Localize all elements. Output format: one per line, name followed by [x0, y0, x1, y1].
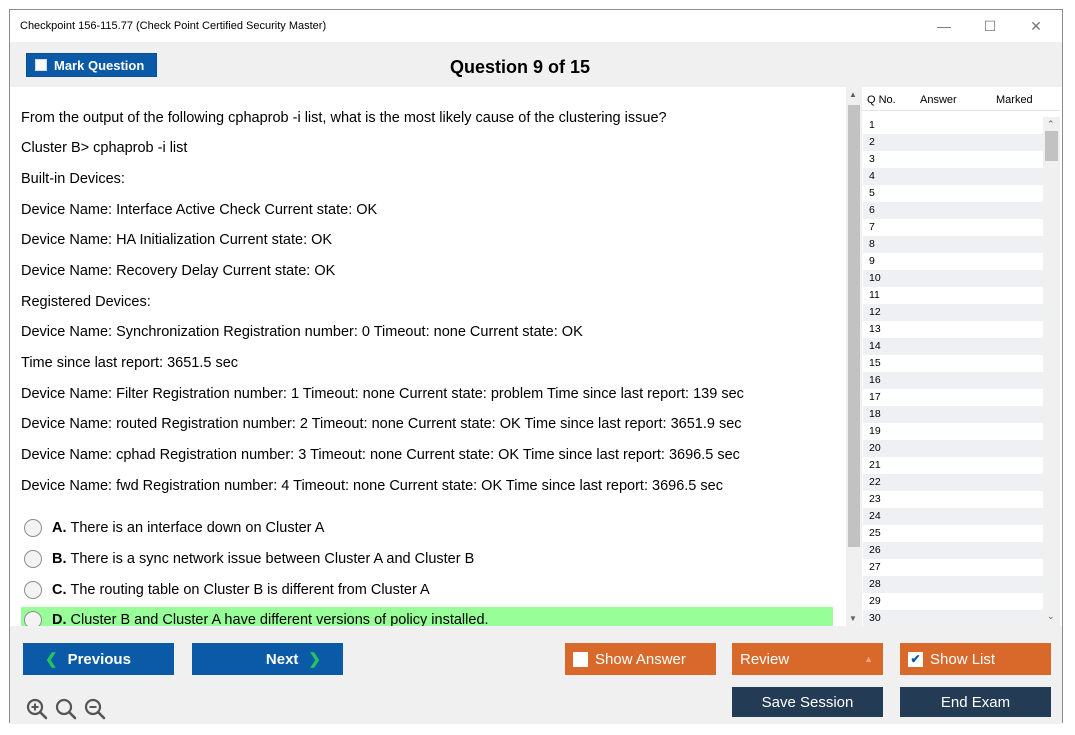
footer-toolbar [10, 626, 1062, 724]
question-line: Device Name: cphad Registration number: 3 Timeout: none Current state: OK Time since last report: 3696.5 sec [21, 447, 740, 463]
question-line: Cluster B> cphaprob -i list [21, 140, 188, 156]
question-list-row[interactable]: 22 [863, 474, 1043, 491]
save-session-button[interactable] [732, 687, 883, 717]
answer-text: Cluster B and Cluster A have different versions of policy installed. [70, 612, 489, 626]
previous-button[interactable] [23, 643, 174, 675]
answer-text: There is an interface down on Cluster A [70, 520, 325, 536]
question-list-header [862, 87, 1060, 111]
answer-text: The routing table on Cluster B is different from Cluster A [70, 582, 430, 598]
question-line: Time since last report: 3651.5 sec [21, 355, 239, 371]
question-list-rows [863, 117, 1043, 627]
zoom-in-icon[interactable] [26, 698, 48, 720]
question-list-row[interactable]: 2 [863, 134, 1043, 151]
column-answer: Answer [920, 94, 957, 106]
show-list-label: Show List [930, 650, 996, 668]
question-list-row[interactable]: 6 [863, 202, 1043, 219]
previous-label: Previous [67, 650, 131, 668]
mark-checkbox[interactable] [35, 59, 47, 71]
question-line: Built-in Devices: [21, 171, 125, 187]
list-scroll-down-icon[interactable]: ⌄ [1047, 611, 1055, 621]
question-list-row[interactable]: 3 [863, 151, 1043, 168]
radio-button[interactable] [24, 581, 42, 599]
question-list-row[interactable]: 28 [863, 576, 1043, 593]
question-list-row[interactable]: 11 [863, 287, 1043, 304]
answer-letter: B. [52, 551, 67, 567]
window-title: Checkpoint 156-115.77 (Check Point Certified Security Master) [20, 20, 327, 32]
question-line: Device Name: Recovery Delay Current state: OK [21, 263, 336, 279]
question-list-row[interactable]: 5 [863, 185, 1043, 202]
question-list-row[interactable]: 12 [863, 304, 1043, 321]
question-list-row[interactable]: 9 [863, 253, 1043, 270]
question-list-row[interactable]: 7 [863, 219, 1043, 236]
show-list-checkbox[interactable]: ✔ [908, 652, 923, 667]
radio-button[interactable] [24, 550, 42, 568]
app-window [9, 9, 1063, 723]
question-list-row[interactable]: 18 [863, 406, 1043, 423]
question-line: Device Name: Synchronization Registration number: 0 Timeout: none Current state: OK [21, 324, 583, 340]
question-list-row[interactable]: 30 [863, 610, 1043, 627]
show-answer-checkbox[interactable] [573, 652, 588, 667]
list-scroll-up-icon[interactable]: ⌃ [1047, 119, 1055, 129]
question-list-row[interactable]: 27 [863, 559, 1043, 576]
question-list-row[interactable]: 14 [863, 338, 1043, 355]
scroll-down-icon[interactable]: ▼ [849, 614, 857, 623]
question-line: Device Name: routed Registration number: 2 Timeout: none Current state: OK Time since last report: 3651.9 sec [21, 416, 742, 432]
scrollbar-thumb[interactable] [848, 105, 860, 547]
column-marked: Marked [996, 94, 1033, 106]
review-label: Review [740, 650, 790, 668]
question-line: Device Name: Interface Active Check Current state: OK [21, 202, 378, 218]
question-list-row[interactable]: 10 [863, 270, 1043, 287]
show-list-button[interactable] [900, 643, 1051, 675]
question-content [10, 87, 846, 626]
show-answer-button[interactable] [565, 643, 716, 675]
title-bar [10, 10, 1062, 42]
show-answer-label: Show Answer [595, 650, 686, 668]
answer-letter: C. [52, 582, 67, 598]
content-scrollbar[interactable] [846, 87, 862, 626]
next-button[interactable] [192, 643, 343, 675]
scroll-up-icon[interactable]: ▲ [849, 90, 857, 99]
question-header [10, 42, 1062, 87]
answer-option-d[interactable] [21, 607, 833, 626]
maximize-button[interactable]: ☐ [983, 18, 997, 34]
save-session-label: Save Session [761, 693, 854, 711]
column-qno: Q No. [867, 94, 896, 106]
question-line: From the output of the following cphaprob -i list, what is the most likely cause of the clustering issue? [21, 110, 667, 126]
answer-text: There is a sync network issue between Cluster A and Cluster B [70, 551, 475, 567]
question-list-row[interactable]: 25 [863, 525, 1043, 542]
question-list-row[interactable]: 26 [863, 542, 1043, 559]
review-dropdown[interactable] [732, 643, 883, 675]
radio-button[interactable] [24, 611, 42, 626]
question-list-panel [862, 87, 1060, 626]
question-line: Device Name: HA Initialization Current state: OK [21, 232, 333, 248]
list-scrollbar-thumb[interactable] [1045, 131, 1058, 161]
close-button[interactable]: ✕ [1030, 18, 1042, 34]
question-list-scrollbar[interactable] [1043, 117, 1060, 626]
answer-option-b[interactable] [21, 546, 833, 572]
answer-option-c[interactable] [21, 577, 833, 603]
minimize-button[interactable]: — [937, 18, 951, 34]
chevron-left-icon: ❮ [45, 651, 58, 668]
question-list-row[interactable]: 24 [863, 508, 1043, 525]
end-exam-button[interactable] [900, 687, 1051, 717]
question-line: Device Name: fwd Registration number: 4 Timeout: none Current state: OK Time since last report: 3696.5 sec [21, 478, 723, 494]
mark-question-button[interactable] [26, 53, 157, 77]
question-list-row[interactable]: 21 [863, 457, 1043, 474]
chevron-right-icon: ❯ [308, 651, 321, 668]
question-counter: Question 9 of 15 [450, 57, 591, 77]
question-line: Registered Devices: [21, 294, 151, 310]
question-list-row[interactable]: 13 [863, 321, 1043, 338]
answer-letter: D. [52, 612, 67, 626]
question-list-row[interactable]: 16 [863, 372, 1043, 389]
end-exam-label: End Exam [940, 693, 1011, 711]
zoom-out-icon[interactable] [84, 698, 106, 720]
dropdown-arrow-icon: ▲ [864, 654, 873, 664]
mark-question-label: Mark Question [54, 57, 145, 73]
question-line: Device Name: Filter Registration number: 1 Timeout: none Current state: problem Time since last report: 139 sec [21, 386, 744, 402]
question-list-row[interactable]: 17 [863, 389, 1043, 406]
question-list-row[interactable]: 29 [863, 593, 1043, 610]
question-list-row[interactable]: 8 [863, 236, 1043, 253]
answer-option-a[interactable] [21, 515, 833, 541]
question-list-row[interactable]: 1 [863, 117, 1043, 134]
question-list-row[interactable]: 19 [863, 423, 1043, 440]
answer-letter: A. [52, 520, 67, 536]
radio-button[interactable] [24, 519, 42, 537]
question-list-row[interactable]: 23 [863, 491, 1043, 508]
question-list-row[interactable]: 20 [863, 440, 1043, 457]
zoom-reset-icon[interactable] [55, 698, 77, 720]
question-list-row[interactable]: 4 [863, 168, 1043, 185]
next-label: Next [265, 650, 299, 668]
question-list-row[interactable]: 15 [863, 355, 1043, 372]
